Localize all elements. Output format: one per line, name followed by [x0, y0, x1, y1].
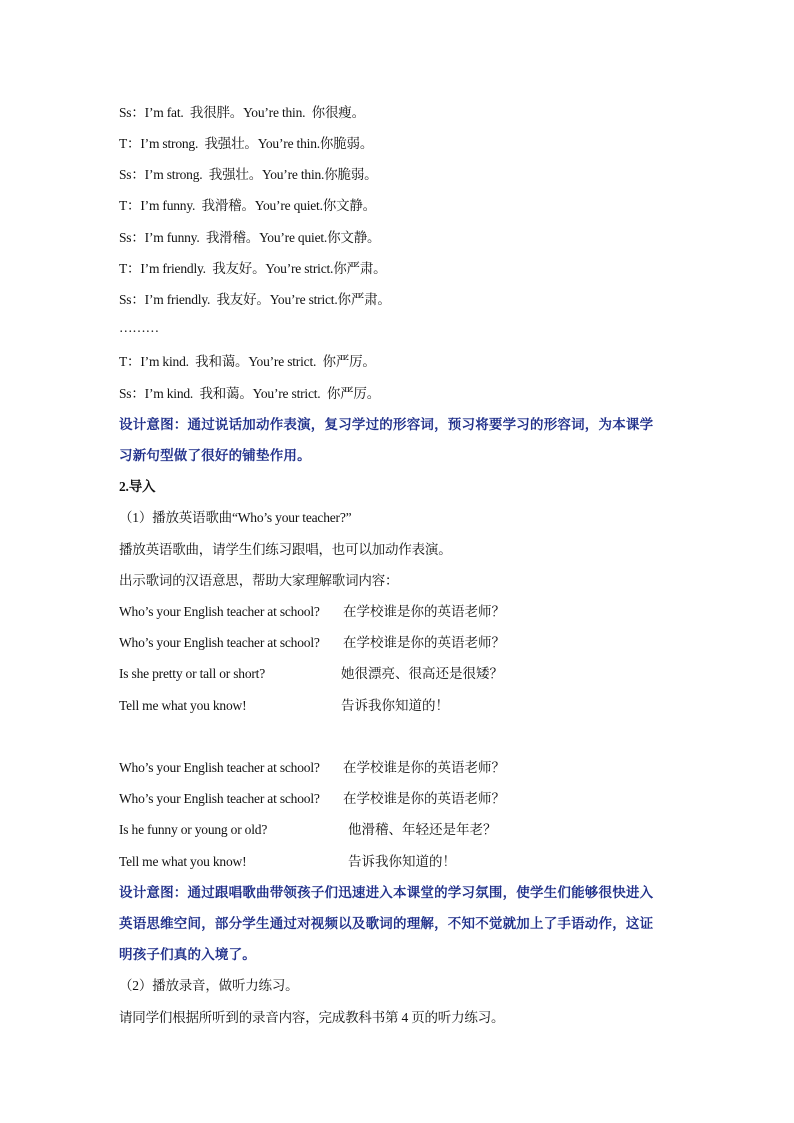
drill-line: T：I’m strong. 我强壮。You’re thin.你脆弱。 — [119, 136, 374, 151]
design-intent-text: 设计意图：通过说话加动作表演，复习学过的形容词，预习将要学习的形容词，为本课学 — [119, 417, 654, 432]
drill-line: Ss：I’m fat. 我很胖。You’re thin. 你很瘦。 — [119, 105, 365, 120]
lyric-english: Who’s your English teacher at school? — [119, 791, 320, 806]
drill-line: T：I’m kind. 我和蔼。You’re strict. 你严厉。 — [119, 354, 376, 369]
drill-line: T：I’m funny. 我滑稽。You’re quiet.你文静。 — [119, 198, 376, 213]
lyric-chinese: 她很漂亮、很高还是很矮？ — [341, 666, 503, 681]
paragraph: 播放英语歌曲，请学生们练习跟唱，也可以加动作表演。 — [119, 542, 452, 557]
step-title: （1）播放英语歌曲“Who’s your teacher?” — [119, 510, 352, 525]
drill-line: Ss：I’m funny. 我滑稽。You’re quiet.你文静。 — [119, 230, 381, 245]
lyric-english: Tell me what you know! — [119, 698, 247, 713]
paragraph: 出示歌词的汉语意思，帮助大家理解歌词内容： — [119, 573, 399, 588]
lyric-english: Who’s your English teacher at school? — [119, 760, 320, 775]
drill-line: Ss：I’m kind. 我和蔼。You’re strict. 你严厉。 — [119, 386, 381, 401]
ellipsis-line: ……… — [119, 320, 159, 335]
drill-line: T：I’m friendly. 我友好。You’re strict.你严肃。 — [119, 261, 387, 276]
lyric-chinese: 在学校谁是你的英语老师？ — [343, 791, 505, 806]
lyric-english: Is he funny or young or old? — [119, 822, 268, 837]
lyric-chinese: 在学校谁是你的英语老师？ — [343, 604, 505, 619]
design-intent-text: 英语思维空间，部分学生通过对视频以及歌词的理解，不知不觉就加上了手语动作，这证 — [119, 916, 654, 931]
step-title: （2）播放录音，做听力练习。 — [119, 978, 299, 993]
lyric-english: Tell me what you know! — [119, 854, 247, 869]
lyric-english: Who’s your English teacher at school? — [119, 635, 320, 650]
design-intent-text: 设计意图：通过跟唱歌曲带领孩子们迅速进入本课堂的学习氛围，使学生们能够很快进入 — [119, 885, 654, 900]
drill-line: Ss：I’m friendly. 我友好。You’re strict.你严肃。 — [119, 292, 391, 307]
lyric-chinese: 他滑稽、年轻还是年老？ — [348, 822, 497, 837]
section-heading: 2.导入 — [119, 479, 156, 494]
design-intent-text: 明孩子们真的入境了。 — [119, 947, 256, 962]
lyric-english: Who’s your English teacher at school? — [119, 604, 320, 619]
paragraph: 请同学们根据所听到的录音内容，完成教科书第 4 页的听力练习。 — [119, 1010, 505, 1025]
lyric-chinese: 在学校谁是你的英语老师？ — [343, 760, 505, 775]
lyric-chinese: 告诉我你知道的！ — [348, 854, 456, 869]
design-intent-text: 习新句型做了很好的铺垫作用。 — [119, 448, 311, 463]
lyric-chinese: 在学校谁是你的英语老师？ — [343, 635, 505, 650]
lyric-english: Is she pretty or tall or short? — [119, 666, 266, 681]
lyric-chinese: 告诉我你知道的！ — [341, 698, 449, 713]
drill-line: Ss：I’m strong. 我强壮。You’re thin.你脆弱。 — [119, 167, 378, 182]
